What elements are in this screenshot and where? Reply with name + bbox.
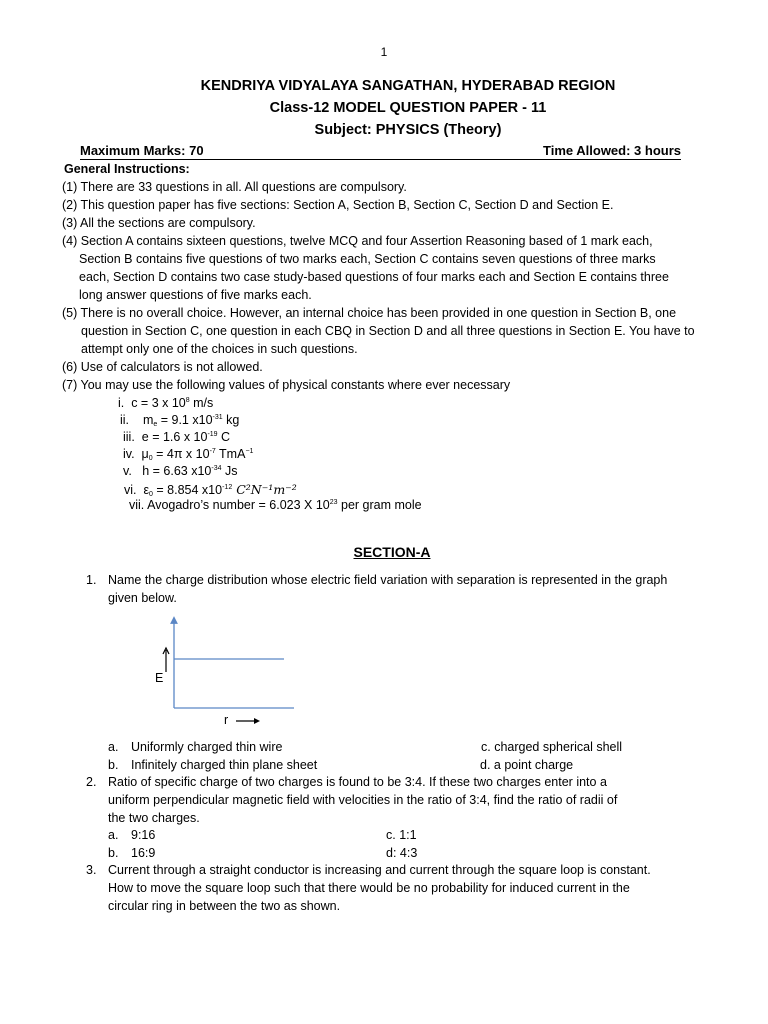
org-title: KENDRIYA VIDYALAYA SANGATHAN, HYDERABAD REGION — [200, 78, 616, 94]
q1-number: 1. — [86, 573, 97, 587]
instructions-title: General Instructions: — [64, 162, 190, 176]
marks-row — [80, 142, 681, 160]
constant-eps0: vi. $\varepsilon_0 = 8.854$ $x10^{-12}$ C²N⁻¹m⁻² — [124, 482, 297, 498]
q1-option-b-label: b. — [108, 758, 119, 772]
q2-option-b-label: b. — [108, 846, 119, 860]
q1-option-a-label: a. — [108, 740, 119, 754]
q2-option-c: c. 1:1 — [386, 828, 417, 842]
q1-option-d: d. a point charge — [480, 758, 574, 772]
instruction-4-cont-2: each, Section D contains two case study-based questions of four marks each and Section E contains three — [79, 270, 669, 284]
constant-avogadro: vii. Avogadro’s number = 6.023 X $10^{23}$ per gram mole — [129, 498, 422, 512]
instruction-5-cont-1: question in Section C, one question in each CBQ in Section D and all three questions in Section E. You have to — [81, 324, 695, 338]
instruction-1: (1) There are 33 questions in all. All questions are compulsory. — [62, 180, 407, 194]
instruction-4-cont-1: Section B contains five questions of two marks each, Section C contains seven questions of three marks — [79, 252, 656, 266]
q2-line-3: the two charges. — [108, 811, 200, 825]
constant-c: i. c = 3 x $10^8$ m/s — [118, 396, 214, 410]
graph-r-label: r — [224, 713, 229, 727]
q3-line-1: Current through a straight conductor is increasing and current through the square loop is constant. — [108, 863, 651, 877]
q2-number: 2. — [86, 775, 97, 789]
page-number: 1 — [380, 45, 388, 59]
constant-mu0: iv. $\mu_0 = 4\pi$ x $10^{-7}$ TmA$^{-1}$ — [123, 447, 254, 462]
instruction-2: (2) This question paper has five sections: Section A, Section B, Section C, Section D and Section E. — [62, 198, 614, 212]
q2-option-a-label: a. — [108, 828, 119, 842]
subject-title: Subject: PHYSICS (Theory) — [314, 122, 502, 138]
q3-line-2: How to move the square loop such that there would be no probability for induced current in the — [108, 881, 630, 895]
paper-title: Class-12 MODEL QUESTION PAPER - 11 — [269, 100, 547, 116]
q1-line-1: Name the charge distribution whose electric field variation with separation is represented in the graph — [108, 573, 668, 587]
q1-option-a: Uniformly charged thin wire — [131, 740, 283, 754]
instruction-4: (4) Section A contains sixteen questions, twelve MCQ and four Assertion Reasoning based of 1 mark each, — [62, 234, 653, 248]
q1-line-2: given below. — [108, 591, 177, 605]
q2-option-b: 16:9 — [131, 846, 156, 860]
q3-number: 3. — [86, 863, 97, 877]
max-marks: Maximum Marks: 70 — [80, 143, 204, 158]
q2-line-1: Ratio of specific charge of two charges is found to be 3:4. If these two charges enter into a — [108, 775, 607, 789]
instruction-5: (5) There is no overall choice. However, an internal choice has been provided in one question in Section B, one — [62, 306, 677, 320]
time-allowed: Time Allowed: 3 hours — [543, 143, 681, 158]
q3-line-3: circular ring in between the two as shown. — [108, 899, 341, 913]
q2-option-d: d: 4:3 — [386, 846, 418, 860]
q1-option-b: Infinitely charged thin plane sheet — [131, 758, 318, 772]
instruction-4-cont-3: long answer questions of five marks each. — [79, 288, 312, 302]
instruction-6: (6) Use of calculators is not allowed. — [62, 360, 263, 374]
q2-line-2: uniform perpendicular magnetic field with velocities in the ratio of 3:4, find the ratio of radii of — [108, 793, 618, 807]
graph-e-label: E — [155, 671, 164, 685]
q1-option-c: c. charged spherical shell — [481, 740, 623, 754]
section-a-heading: SECTION-A — [353, 544, 431, 560]
constant-h: v. h = 6.63 $x10^{-34}$ Js — [123, 464, 238, 478]
constant-e: iii. e = 1.6 x $10^{-19}$ C — [123, 430, 231, 444]
instruction-7: (7) You may use the following values of physical constants where ever necessary — [62, 378, 511, 392]
q2-option-a: 9:16 — [131, 828, 156, 842]
instruction-3: (3) All the sections are compulsory. — [62, 216, 256, 230]
instruction-5-cont-2: attempt only one of the choices in such questions. — [81, 342, 358, 356]
constant-me: ii. $m_e = 9.1$ $x10^{-31}$ kg — [120, 413, 240, 428]
